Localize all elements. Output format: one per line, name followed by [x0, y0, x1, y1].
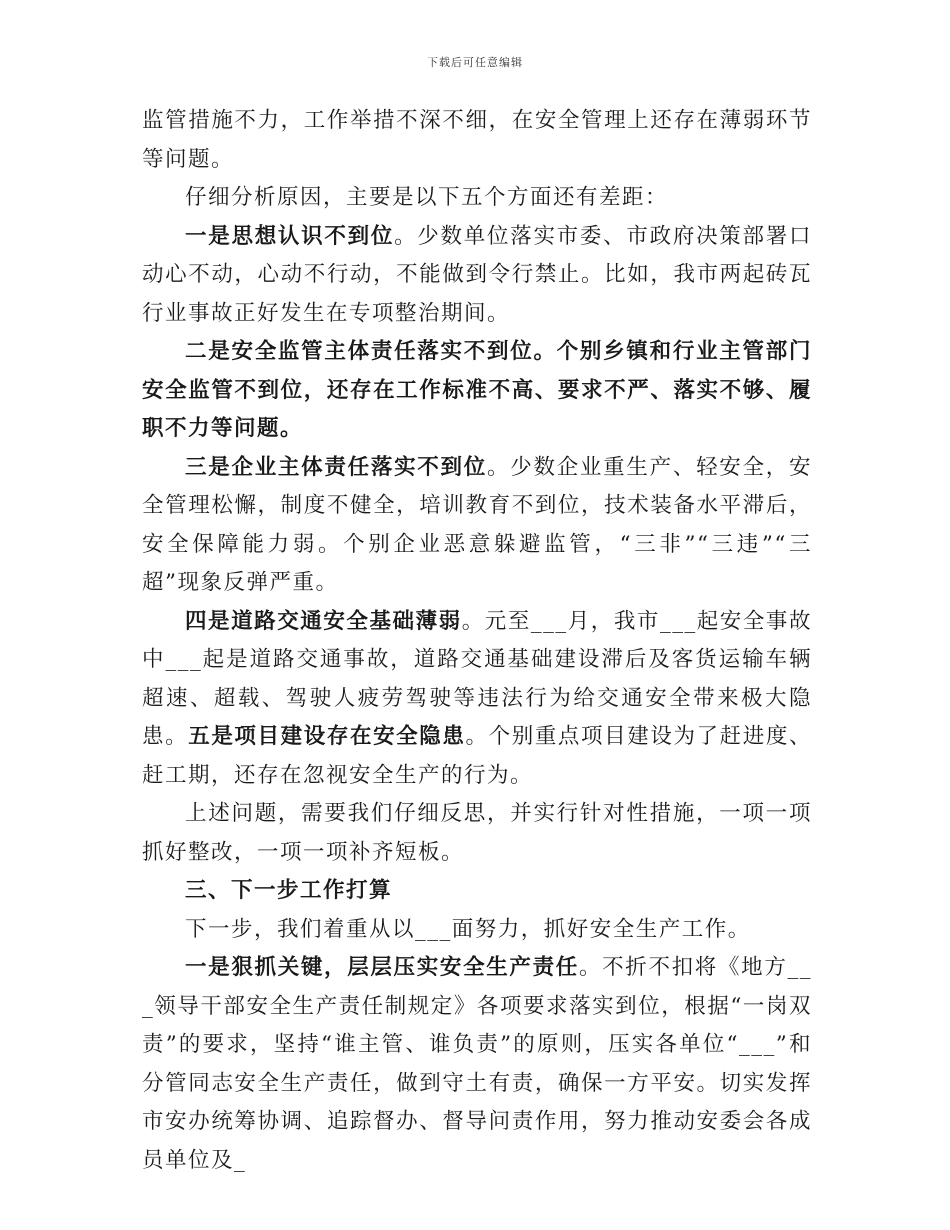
text-run: 。元至___月，我市___起安全事故中___起是道路交通事故，道路交通基础建设滞后及客货运输车辆超速、超载、驾驶人疲劳驾驶等违法行为给交通安全带来极大隐患。: [142, 608, 812, 749]
paragraph: [142, 102, 812, 179]
text-run: 。不折不扣将《地方___领导干部安全生产责任制规定》各项要求落实到位，根据“一岗双责”的要求，坚持“谁主管、谁负责”的原则，压实各单位“___”和分管同志安全生产责任，做到守土有责，确保一方平安。切实发挥市安办统筹协调、追踪督办、督导问责作用，努力推动安委会各成员单位及_: [142, 955, 812, 1173]
paragraph: [142, 179, 812, 218]
bold-heading-run: 二是安全监管主体责任落实不到位。个别乡镇和行业主管部门安全监管不到位，还存在工作标准不高、要求不严、落实不够、履职不力等问题。: [142, 339, 812, 441]
text-run: 下一步，我们着重从以___面努力，抓好安全生产工作。: [185, 916, 751, 942]
bold-heading-run: 一是狠抓关键，层层压实安全生产责任: [185, 955, 579, 980]
text-run: 。少数企业重生产、轻安全，安全管理松懈，制度不健全，培训教育不到位，技术装备水平滞后，安全保障能力弱。个别企业恶意躲避监管，“三非”“三违”“三超”现象反弹严重。: [142, 454, 812, 595]
section-heading: [142, 872, 812, 911]
bold-heading-run: 三、下一步工作打算: [185, 878, 393, 903]
bold-heading-run: 三是企业主体责任落实不到位: [185, 454, 487, 480]
document-body: [142, 102, 812, 1180]
paragraph: [142, 218, 812, 334]
text-run: 监管措施不力，工作举措不深不细，在安全管理上还存在薄弱环节等问题。: [142, 108, 812, 172]
text-run: 仔细分析原因，主要是以下五个方面还有差距：: [185, 185, 669, 210]
page-header: 下载后可任意编辑: [427, 56, 523, 69]
text-run: 。少数单位落实市委、市政府决策部署口动心不动，心动不行动，不能做到令行禁止。比如，我市两起砖瓦行业事故正好发生在专项整治期间。: [142, 223, 812, 326]
text-run: 。个别重点项目建设为了赶进度、赶工期，还存在忽视安全生产的行为。: [142, 724, 812, 788]
paragraph: [142, 911, 812, 950]
bold-heading-run: 一是思想认识不到位: [185, 223, 395, 249]
bold-heading-run: 五是项目建设存在安全隐患: [188, 724, 466, 749]
paragraph: [142, 795, 812, 872]
text-run: 上述问题，需要我们仔细反思，并实行针对性措施，一项一项抓好整改，一项一项补齐短板。: [142, 801, 812, 865]
paragraph: [142, 333, 812, 449]
paragraph: [142, 949, 812, 1180]
bold-heading-run: 四是道路交通安全基础薄弱: [185, 608, 462, 634]
paragraph: [142, 603, 812, 796]
paragraph: [142, 449, 812, 603]
